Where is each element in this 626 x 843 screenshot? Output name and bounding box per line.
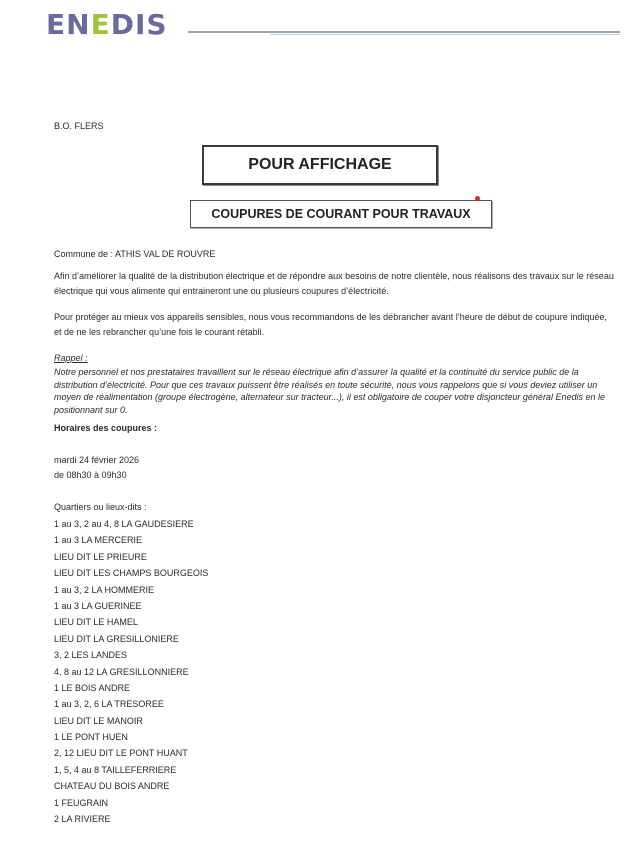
list-item: 1 au 3, 2, 6 LA TRESOREE (54, 699, 164, 710)
list-item: 1 au 3, 2 LA HOMMERIE (54, 584, 155, 595)
protection-paragraph: Pour protéger au mieux vos appareils sensibles, nous vous recommandons de les débrancher avant l’heure de début de coupure indiquée, et de ne les rebrancher qu’une fois le courant rétabli. (54, 312, 607, 337)
list-item: 2 LA RIVIERE (54, 814, 111, 825)
cut-time: de 08h30 à 09h30 (54, 470, 127, 480)
list-item: 1 LE PONT HUEN (54, 732, 128, 743)
list-item: LIEU DIT LA GRESILLONIERE (54, 633, 179, 644)
intro-paragraph: Afin d’améliorer la qualité de la distribution électrique et de répondre aux besoins de notre clientèle, nous réalisons des travaux sur le réseau électrique qui vous alimente qui entraineront une ou plusieurs coupures d’électricité. (54, 271, 614, 296)
office-name: B.O. FLERS (54, 121, 104, 131)
list-item: LIEU DIT LES CHAMPS BOURGEOIS (54, 568, 209, 579)
list-item: CHATEAU DU BOIS ANDRE (54, 781, 170, 792)
header-divider (188, 31, 620, 33)
list-item: 1 LE BOIS ANDRE (54, 682, 131, 693)
list-item: LIEU DIT LE PRIEURE (54, 551, 147, 562)
quartiers-title: Quartiers ou lieux-dits : (54, 502, 147, 512)
title-pour-affichage: POUR AFFICHAGE (202, 145, 438, 185)
red-dot-mark (475, 196, 480, 201)
quartiers-list (54, 516, 208, 827)
rappel-title: Rappel : (54, 353, 88, 363)
list-item: LIEU DIT LE MANOIR (54, 715, 143, 726)
list-item: 4, 8 au 12 LA GRESILLONNIERE (54, 666, 189, 677)
commune-line: Commune de : ATHIS VAL DE ROUVRE (54, 249, 216, 259)
list-item: 1 FEUGRAIN (54, 797, 109, 808)
list-item: 2, 12 LIEU DIT LE PONT HUANT (54, 748, 188, 759)
cut-date: mardi 24 février 2026 (54, 455, 140, 465)
header-divider-secondary (270, 34, 620, 35)
list-item: LIEU DIT LE HAMEL (54, 617, 138, 628)
rappel-text: Notre personnel et nos prestataires travaillent sur le réseau électrique afin d’assurer la qualité et la continuité du service public de la distribution d’électricité. Pour que ces travaux puissent être réalisés en toute sécurité, nous vous rappelons que si vous deviez utiliser un moyen de réalimentation (groupe électrogène, alternateur sur tracteur...), il est obligatoire de couper votre disjoncteur général Enedis en le positionnant sur 0. (54, 367, 605, 415)
list-item: 1 au 3, 2 au 4, 8 LA GAUDESIERE (54, 519, 194, 529)
rappel-block (54, 351, 614, 416)
list-item: 3, 2 LES LANDES (54, 650, 128, 661)
list-item: 1 au 3 LA MERCERIE (54, 535, 143, 546)
list-item: 1, 5, 4 au 8 TAILLEFERRIERE (54, 764, 177, 775)
title-coupures: COUPURES DE COURANT POUR TRAVAUX (190, 200, 492, 228)
enedis-logo: ENEDIS (46, 8, 168, 41)
horaires-title: Horaires des coupures : (54, 423, 158, 433)
list-item: 1 au 3 LA GUERINEE (54, 600, 142, 611)
